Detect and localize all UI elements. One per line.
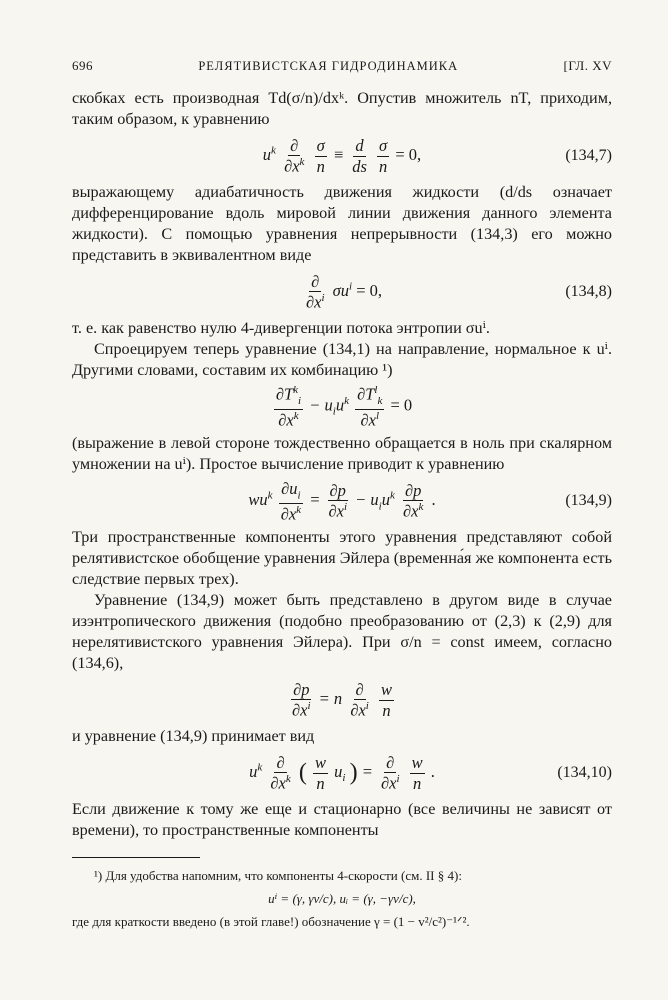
- chapter-label: [ГЛ. XV: [563, 58, 612, 73]
- footnote-text: ¹) Для удобства напомним, что компоненты 4-скорости (см. II § 4):: [94, 868, 462, 883]
- equation-number: (134,8): [565, 283, 612, 300]
- paragraph-3: т. е. как равенство нулю 4-дивергенции потока энтропии σuⁱ.: [72, 319, 490, 337]
- equation-number: (134,9): [565, 492, 612, 509]
- paragraph-6: Три пространственные компоненты этого уравнения представляют собой релятивистское обобщение уравнения Эйлера (временна́я же компонента есть следствие первых трех).: [72, 528, 612, 588]
- equation-134-8: $\frac{\partial}{\partial x^i}$ $\sigma u^i = 0$, (134,8): [305, 271, 612, 312]
- running-header: [72, 58, 612, 74]
- footnote-tail: где для краткости введено (в этой главе!) обозначение γ = (1 − v²/c²)⁻¹ᐟ².: [72, 914, 470, 929]
- footnote-divider: [72, 857, 200, 858]
- book-page: [72, 58, 612, 931]
- page-number: 696: [72, 58, 93, 73]
- equation-number: (134,10): [557, 764, 612, 781]
- footnote-formula: uⁱ = (γ, γv/c), uᵢ = (γ, −γv/c),: [268, 891, 416, 906]
- equation-134-9: $wu^k$ $\frac{\partial u_i}{\partial x^k}$ = $\frac{\partial p}{\partial x^i}$ − $u_iu^k$ $\frac{\partial p}{\partial x^k}$ . (134,9): [248, 478, 612, 524]
- paragraph-7: Уравнение (134,9) может быть представлено в другом виде в случае изэнтропического движения (подобно преобразованию от (2,3) к (2,9) для нерелятивистского уравнения Эйлера). При σ/n = const имеем, согласно (134,6),: [72, 591, 612, 672]
- equation-134-10: $u^k$ $\frac{\partial}{\partial x^k}$ ( $\frac{w}{n}$ $u_i$ ) = $\frac{\partial}{\partial x^i}$ $\frac{w}{n}$ . (134,10): [249, 752, 612, 793]
- paragraph-9: Если движение к тому же еще и стационарно (все величины не зависят от времени), то пространственные компоненты: [72, 800, 612, 839]
- paragraph-8: и уравнение (134,9) принимает вид: [72, 727, 315, 745]
- footnote: [72, 866, 612, 931]
- running-title: РЕЛЯТИВИСТСКАЯ ГИДРОДИНАМИКА: [198, 59, 459, 73]
- paragraph-2: выражающему адиабатичность движения жидкости (d/ds означает дифференцирование вдоль мировой линии движения данного элемента жидкости). С помощью уравнения непрерывности (134,3) его можно представить в эквивалентном виде: [72, 183, 612, 264]
- paragraph-4: Спроецируем теперь уравнение (134,1) на направление, нормальное к uⁱ. Другими словами, составим их комбинацию ¹): [72, 340, 612, 379]
- paragraph-5: (выражение в левой стороне тождественно обращается в ноль при скалярном умножении на uⁱ). Простое вычисление приводит к уравнению: [72, 434, 612, 473]
- equation-number: (134,7): [565, 147, 612, 164]
- equation-isentropic: $\frac{\partial p}{\partial x^i}$ = n $\frac{\partial}{\partial x^i}$ $\frac{w}{n}$: [292, 679, 392, 720]
- equation-combination: $\frac{\partial T^k_i}{\partial x^k}$ − $u_iu^k$ $\frac{\partial T^l_k}{\partial x^l}$ = 0: [275, 384, 413, 430]
- paragraph-1: скобках есть производная Td(σ/n)/dxᵏ. Опустив множитель nT, приходим, таким образом, к уравнению: [72, 89, 612, 128]
- equation-134-7: $u^k$ $\frac{\partial}{\partial x^k}$ $\frac{\sigma}{n}$ ≡ $\frac{d}{ds}$ $\frac{\sigma}{n}$ = 0, (134,7): [262, 135, 612, 176]
